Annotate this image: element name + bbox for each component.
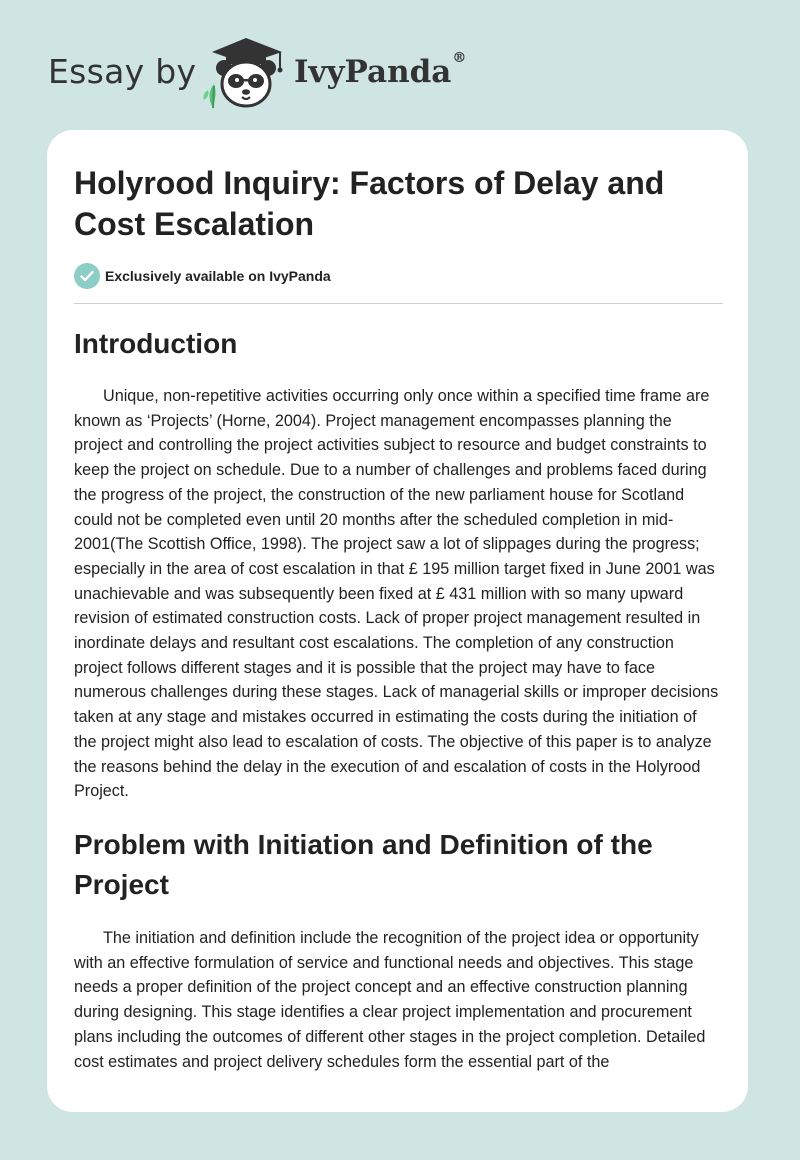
section-heading-introduction: Introduction: [74, 328, 238, 359]
check-icon: [74, 263, 100, 289]
ivypanda-brand[interactable]: IvyPanda®: [294, 50, 467, 90]
section-heading-problem: Problem with Initiation and Definition of the Project: [74, 829, 653, 900]
divider: [74, 303, 723, 304]
section-paragraph-problem: The initiation and definition include the recognition of the project idea or opportunity with an effective formulation of service and functional needs and objectives. This stage needs a proper definition of the project concept and an effective construction planning during designing. This stage identifies a clear project implementation and procurement plans including the outcomes of different other stages in the project completion. Detailed cost estimates and project delivery schedules form the essential part of the: [74, 929, 706, 1071]
exclusive-badge: [74, 262, 331, 290]
essay-title: Holyrood Inquiry: Factors of Delay and Cost Escalation: [74, 165, 665, 242]
section-paragraph-introduction: Unique, non-repetitive activities occurring only once within a specified time frame are known as ‘Projects’ (Horne, 2004). Project management encompasses planning the project and controlling the project activities subject to resource and budget constraints to keep the project on schedule. Due to a number of challenges and problems faced during the progress of the project, the construction of the new parliament house for Scotland could not be completed even until 20 months after the scheduled completion in mid-2001(The Scottish Office, 1998). The project saw a lot of slippages during the progress; especially in the area of cost escalation in that £ 195 million target fixed in June 2001 was unachievable and was subsequently been fixed at £ 431 million with so many upward revision of estimated construction costs. Lack of proper project management resulted in inordinate delays and resultant cost escalations. The completion of any construction project follows different stages and it is possible that the project may have to face numerous challenges during these stages. Lack of managerial skills or improper decisions taken at any stage and mistakes occurred in estimating the costs during the initiation of the project might also lead to escalation of costs. The objective of this paper is to analyze the reasons behind the delay in the execution of and escalation of costs in the Holyrood Project.: [74, 387, 719, 801]
registered-mark: ®: [452, 50, 467, 66]
essay-by-label: Essay by: [48, 52, 197, 91]
exclusive-label: Exclusively available on IvyPanda: [105, 268, 331, 284]
ivypanda-logo[interactable]: [202, 34, 288, 110]
essay-card: [47, 130, 748, 1112]
site-header: [48, 34, 468, 110]
